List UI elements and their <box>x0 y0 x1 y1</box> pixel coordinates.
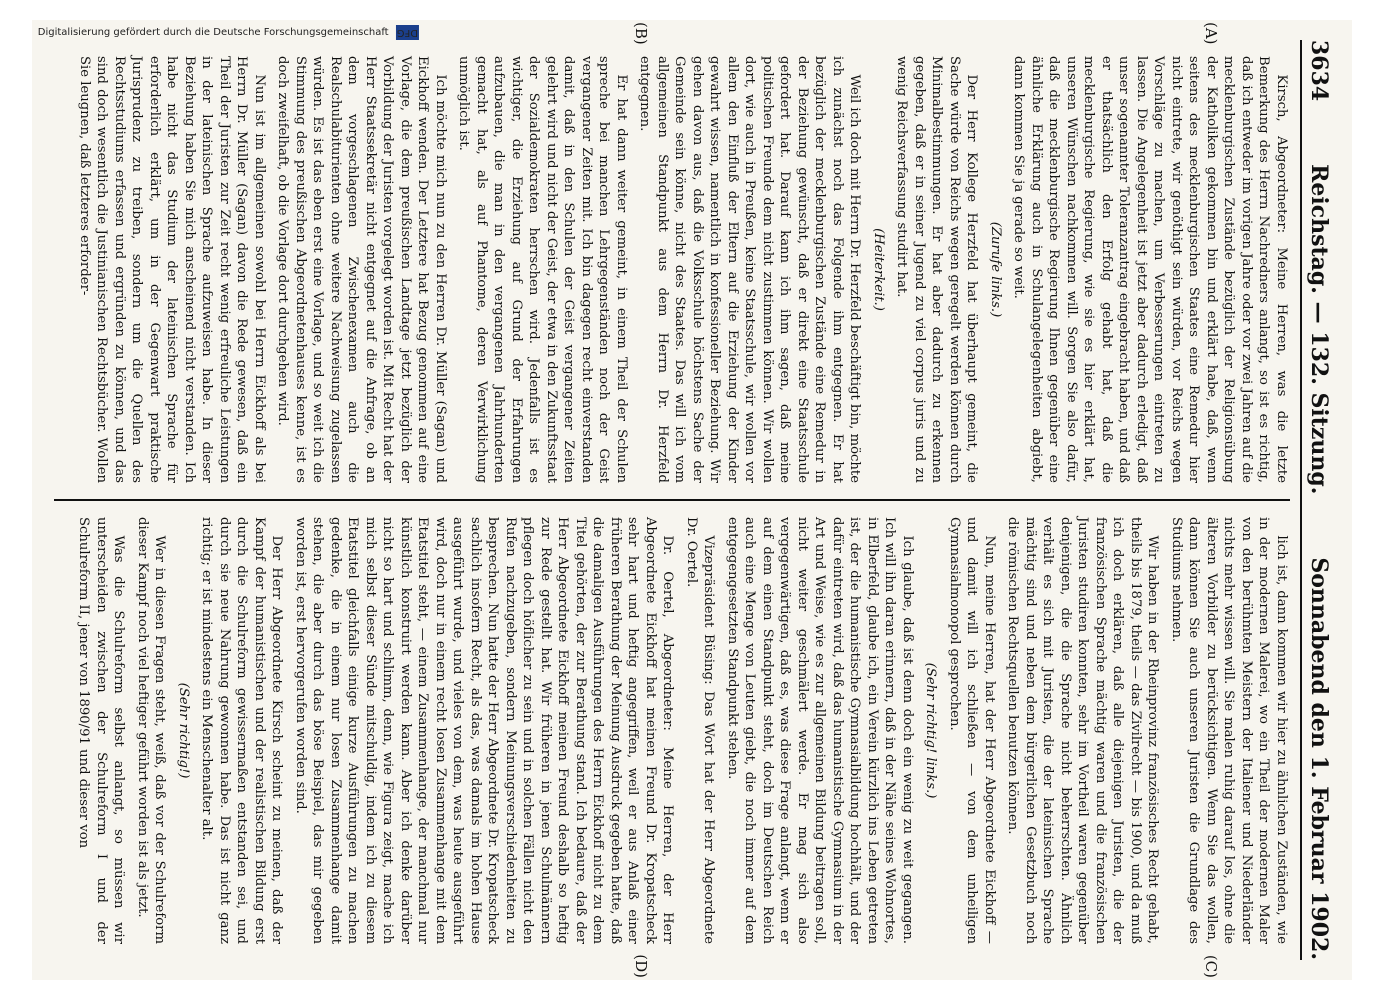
paragraph: Der Herr Abgeordnete Kirsch scheint zu meinen, daß der Kampf der humanistischen und der realistischen Bildung erst durch die Schulreform gewissermaßen entstanden sei, und durch sie neue Nahrung gewonnen habe. Das ist nicht ganz richtig; er ist mindestens ein Menschenalter alt. <box>199 517 284 944</box>
paragraph: lich ist, dann kommen wir hier zu ähnlichen Zuständen, wie in der modernen Malerei, wo ein Theil der modernen Maler von den berühmten Meistern der Italiener und Niederländer nichts mehr wissen will. Sie malen ruhig darauf los, ohne die älteren Vorbilder zu berücksichtigen. Wenn Sie das wollen, dann können Sie auch unseren Juristen die Grundlage des Studiums nehmen. <box>1168 517 1289 944</box>
interjection: (Sehr richtig! links.) <box>923 662 938 799</box>
paragraph: Kirsch, Abgeordneter: Meine Herren, was die letzte Bemerkung des Herrn Nachredners anlangt, so ist es richtig, daß ich entweder im vorigen Jahre oder vor zwei Jahren auf die mecklenburgischen Zustände bezüglich der Religionsübung der Katholiken gekommen bin und erklärt habe, daß, wenn seitens des mecklenburgischen Staates eine Remedur hier nicht eintrete, wir genöthigt sein würden, vor Reichs wegen Vorschläge zu machen, um Verbesserungen eintreten zu lassen. Die Angelegenheit ist jetzt aber dadurch erledigt, daß unser sogenannter Toleranzantrag eingebracht haben, und daß er thatsächlich den Erfolg gehabt hat, daß die mecklenburgische Regierung, wie sie es hier erklärt hat, unseren Wünschen nachkommen will. Sorgen Sie also dafür, daß die mecklenburgische Regierung Ihnen gegenüber eine ähnliche Erklärung auch in Schulangelegenheiten abgiebt, dann kommen Sie ja gerade so weit. <box>1011 56 1289 483</box>
dfg-logo-icon: DFG <box>396 26 418 38</box>
paragraph: Er hat dann weiter gemeint, in einem Theil der Schulen spreche bei manchen Lehrgegenständen noch der Geist vergangener Zeiten mit. Ich bin dagegen recht einverstanden damit, daß in den Schulen der Geist vergangener Zeiten gelehrt wird und nicht der Geist, der etwa in den Zukunftsstaat der Sozialdemokraten herrschen wird. Jedenfalls ist es wichtiger, die Erziehung auf Grund der Erfahrungen aufzubauen, die man in den vergangenen Jahrhunderten gemacht hat, als auf Phantome, deren Verwirklichung unmöglich ist. <box>456 56 629 483</box>
paragraph: Nun ist im allgemeinen sowohl bei Herrn Eickhoff als bei Herrn Dr. Müller (Sagan) davon die Rede gewesen, daß ein Theil der Juristen zur Zeit recht wenig erfreuliche Leistungen in der lateinischen Sprache aufzuweisen habe. In dieser Beziehung haben Sie mich anscheinend nicht verstanden. Ich habe nicht das Studium der lateinischen Sprache für erforderlich erklärt, um in der Gegenwart praktische Jurisprudenz zu treiben, sondern um die Quellen des Rechtsstudiums erfassen und ergründen zu können, und das sind doch wesentlich die Justinianischen Rechtsbücher. Wollen Sie leugnen, daß letzteres erforder- <box>76 56 267 483</box>
paragraph: Nun, meine Herren, hat der Herr Abgeordnete Eickhoff — und damit will ich schließen — von dem unheiligen Gymnasialmonopol gesprochen. <box>946 517 997 944</box>
paragraph: Wir haben in der Rheinprovinz französisches Recht gehabt, theils bis 1879, theils — das Zivilrecht — bis 1900, und da muß ich doch erklären, daß alle diejenigen Juristen, die der französischen Sprache mächtig waren und die französischen Juristen studiren konnten, sehr im Vortheil waren gegenüber denjenigen, die die Sprache nicht beherrschten. Ähnlich verhält es sich mit Juristen, die der lateinischen Sprache mächtig sind und neben dem bürgerlichen Gesetzbuch noch die römischen Rechtsquellen benutzen können. <box>1005 517 1160 944</box>
right-column <box>54 501 1290 960</box>
margin-letter-c: (C) <box>1201 954 1220 978</box>
session-date: Sonnabend den 1. Februar 1902. <box>1305 557 1332 960</box>
interjection: (Sehr richtig!) <box>175 682 191 779</box>
rotated-page <box>32 20 1352 980</box>
paragraph: Dr. Oertel, Abgeordneter: Meine Herren, der Herr Abgeordnete Eickhoff hat meinen Freund Dr. Kropatscheck sehr hart und heftig angegriffen, weil er aus Anlaß einer früheren Berathung der Meinung Ausdruck gegeben hatte, daß die damaligen Ausführungen des Herrn Eickhoff nicht zu dem Titel gehörten, der zur Berathung stand. Ich bedaure, daß der Herr Abgeordnete Eickhoff meinen Freund deshalb so heftig zur Rede gestellt hat. Wir früheren in jenen Schulmännern pflegen doch höflicher zu sein und in solchen Fällen nicht den Rufen nachzugeben, sondern Meinungsverschiedenheiten zu besprechen. Nun hatte der Herr Abgeordnete Dr. Kropatscheck sachlich insofern Recht, als das, was damals im hohen Hause ausgeführt wurde, und vieles von dem, was heute ausgeführt wird, doch nur in einem recht losen Zusammenhange mit dem Etatstitel steht, — einem Zusammenhange, der manchmal nur künstlich konstruirt werden kann. Aber ich denke darüber nicht so hart und schlimm, denn, wie Figura zeigt, mache ich mich selbst dieser Sünde mitschuldig, indem ich zu diesem Etatstitel gleichfalls einige kurze Ausführungen zu machen gedenke, die in einem nur losen Zusammenhange damit stehen, die aber durch das böse Beispiel, das mir gegeben worden ist, erst hervorgerufen worden sind. <box>292 517 675 944</box>
paragraph: Der Herr Kollege Herzfeld hat überhaupt gemeint, die Sache würde von Reichs wegen geregelt werden können durch Minimalbestimmungen. Er hat aber dadurch zu erkennen gegeben, daß er in seiner Jugend zu viel corpus juris und zu wenig Reichsverfassung studirt hat. <box>894 56 979 483</box>
paragraph: Ich glaube, daß ist denn doch ein wenig zu weit gegangen. Ich will ihn daran erinnern, daß in der Nähe seines Wohnortes, in Elberfeld, glaube ich, ein Verein kürzlich ins Leben getreten ist, der die humanistische Gymnasialbildung hochhält, und der dafür eintreten wird, daß das humanistische Gymnasium in der Art und Weise, wie es zur allgemeinen Bildung beitragen soll, nicht weiter geschmälert werde. Er mag sich also vergegenwärtigen, daß es, was diese Frage anlangt, wenn er auf dem einen Standpunkt steht, doch im Deutschen Reich auch eine Menge von Leuten giebt, die noch immer auf dem entgegengesetzten Standpunkt stehen. <box>724 517 915 944</box>
margin-letter-a: (A) <box>1201 22 1220 45</box>
paragraph: Wer in diesen Fragen steht, weiß, daß vor der Schulreform dieser Kampf noch viel heftiger geführt worden ist als jetzt. <box>134 517 167 944</box>
interjection: (Zurufe links.) <box>987 221 1003 318</box>
page-header <box>1300 40 1336 960</box>
paragraph: Ich möchte mich nun zu den Herren Dr. Müller (Sagan) und Eickhoff wenden. Der Letztere hat Bezug genommen auf eine Vorlage, die dem preußischen Landtage jetzt bezüglich der Vorbildung der Juristen vorgelegt worden ist. Mit Recht hat der Herr Staatssekretär nicht entgegnet auf die Anfrage, ob an dem vorgeschlagenen Zwischenexamen auch die Realschulabiturienten ohne weitere Nachweisung zugelassen würden. Es ist das eben erst eine Vorlage, und so weit ich die Stimmung des preußischen Abgeordnetenhauses kenne, ist es doch zweifelhaft, ob die Vorlage dort durchgehen wird. <box>275 56 448 483</box>
interjection: (Heiterkeit.) <box>870 228 886 311</box>
paragraph: Weil ich doch mit Herrn Dr. Herzfeld beschäftigt bin, möchte ich zunächst noch das Folgende ihm entgegnen. Er hat bezüglich der mecklenburgischen Zustände eine Remedur in der Beziehung gewünscht, daß er direkt eine Staatsschule gefordert hat. Darauf kann ich ihm sagen, daß meine politischen Freunde dem nicht zustimmen können. Wir wollen dort, wie auch in Preußen, keine Staatsschule, wir wollen vor allem den Einfluß der Eltern auf die Erziehung der Kinder gewahrt wissen, namentlich in konfessioneller Beziehung. Wir gehen davon aus, daß die Volksschule höchstens Sache der Gemeinde sein könne, nicht des Staates. Das will ich vom allgemeinen Standpunkt aus dem Herrn Dr. Herzfeld entgegnen. <box>637 56 862 483</box>
margin-letter-b: (B) <box>631 22 650 45</box>
digitization-text: Digitalisierung gefördert durch die Deutsche Forschungsgemeinschaft <box>37 26 389 38</box>
left-column <box>54 40 1290 499</box>
page-number: 3634 <box>1305 40 1332 102</box>
margin-letter-d: (D) <box>631 954 650 978</box>
session-title: Reichstag. — 132. Sitzung. <box>1305 164 1332 495</box>
paragraph: Was die Schulreform selbst anlangt, so müssen wir unterscheiden zwischen der Schulreform I und der Schulreform II, jener von 1890/91 und dieser von <box>76 517 126 944</box>
digitization-note <box>38 24 1346 40</box>
presidium-remark: Vizepräsident Büsing: Das Wort hat der Herr Abgeordnete Dr. Oertel. <box>683 517 716 944</box>
